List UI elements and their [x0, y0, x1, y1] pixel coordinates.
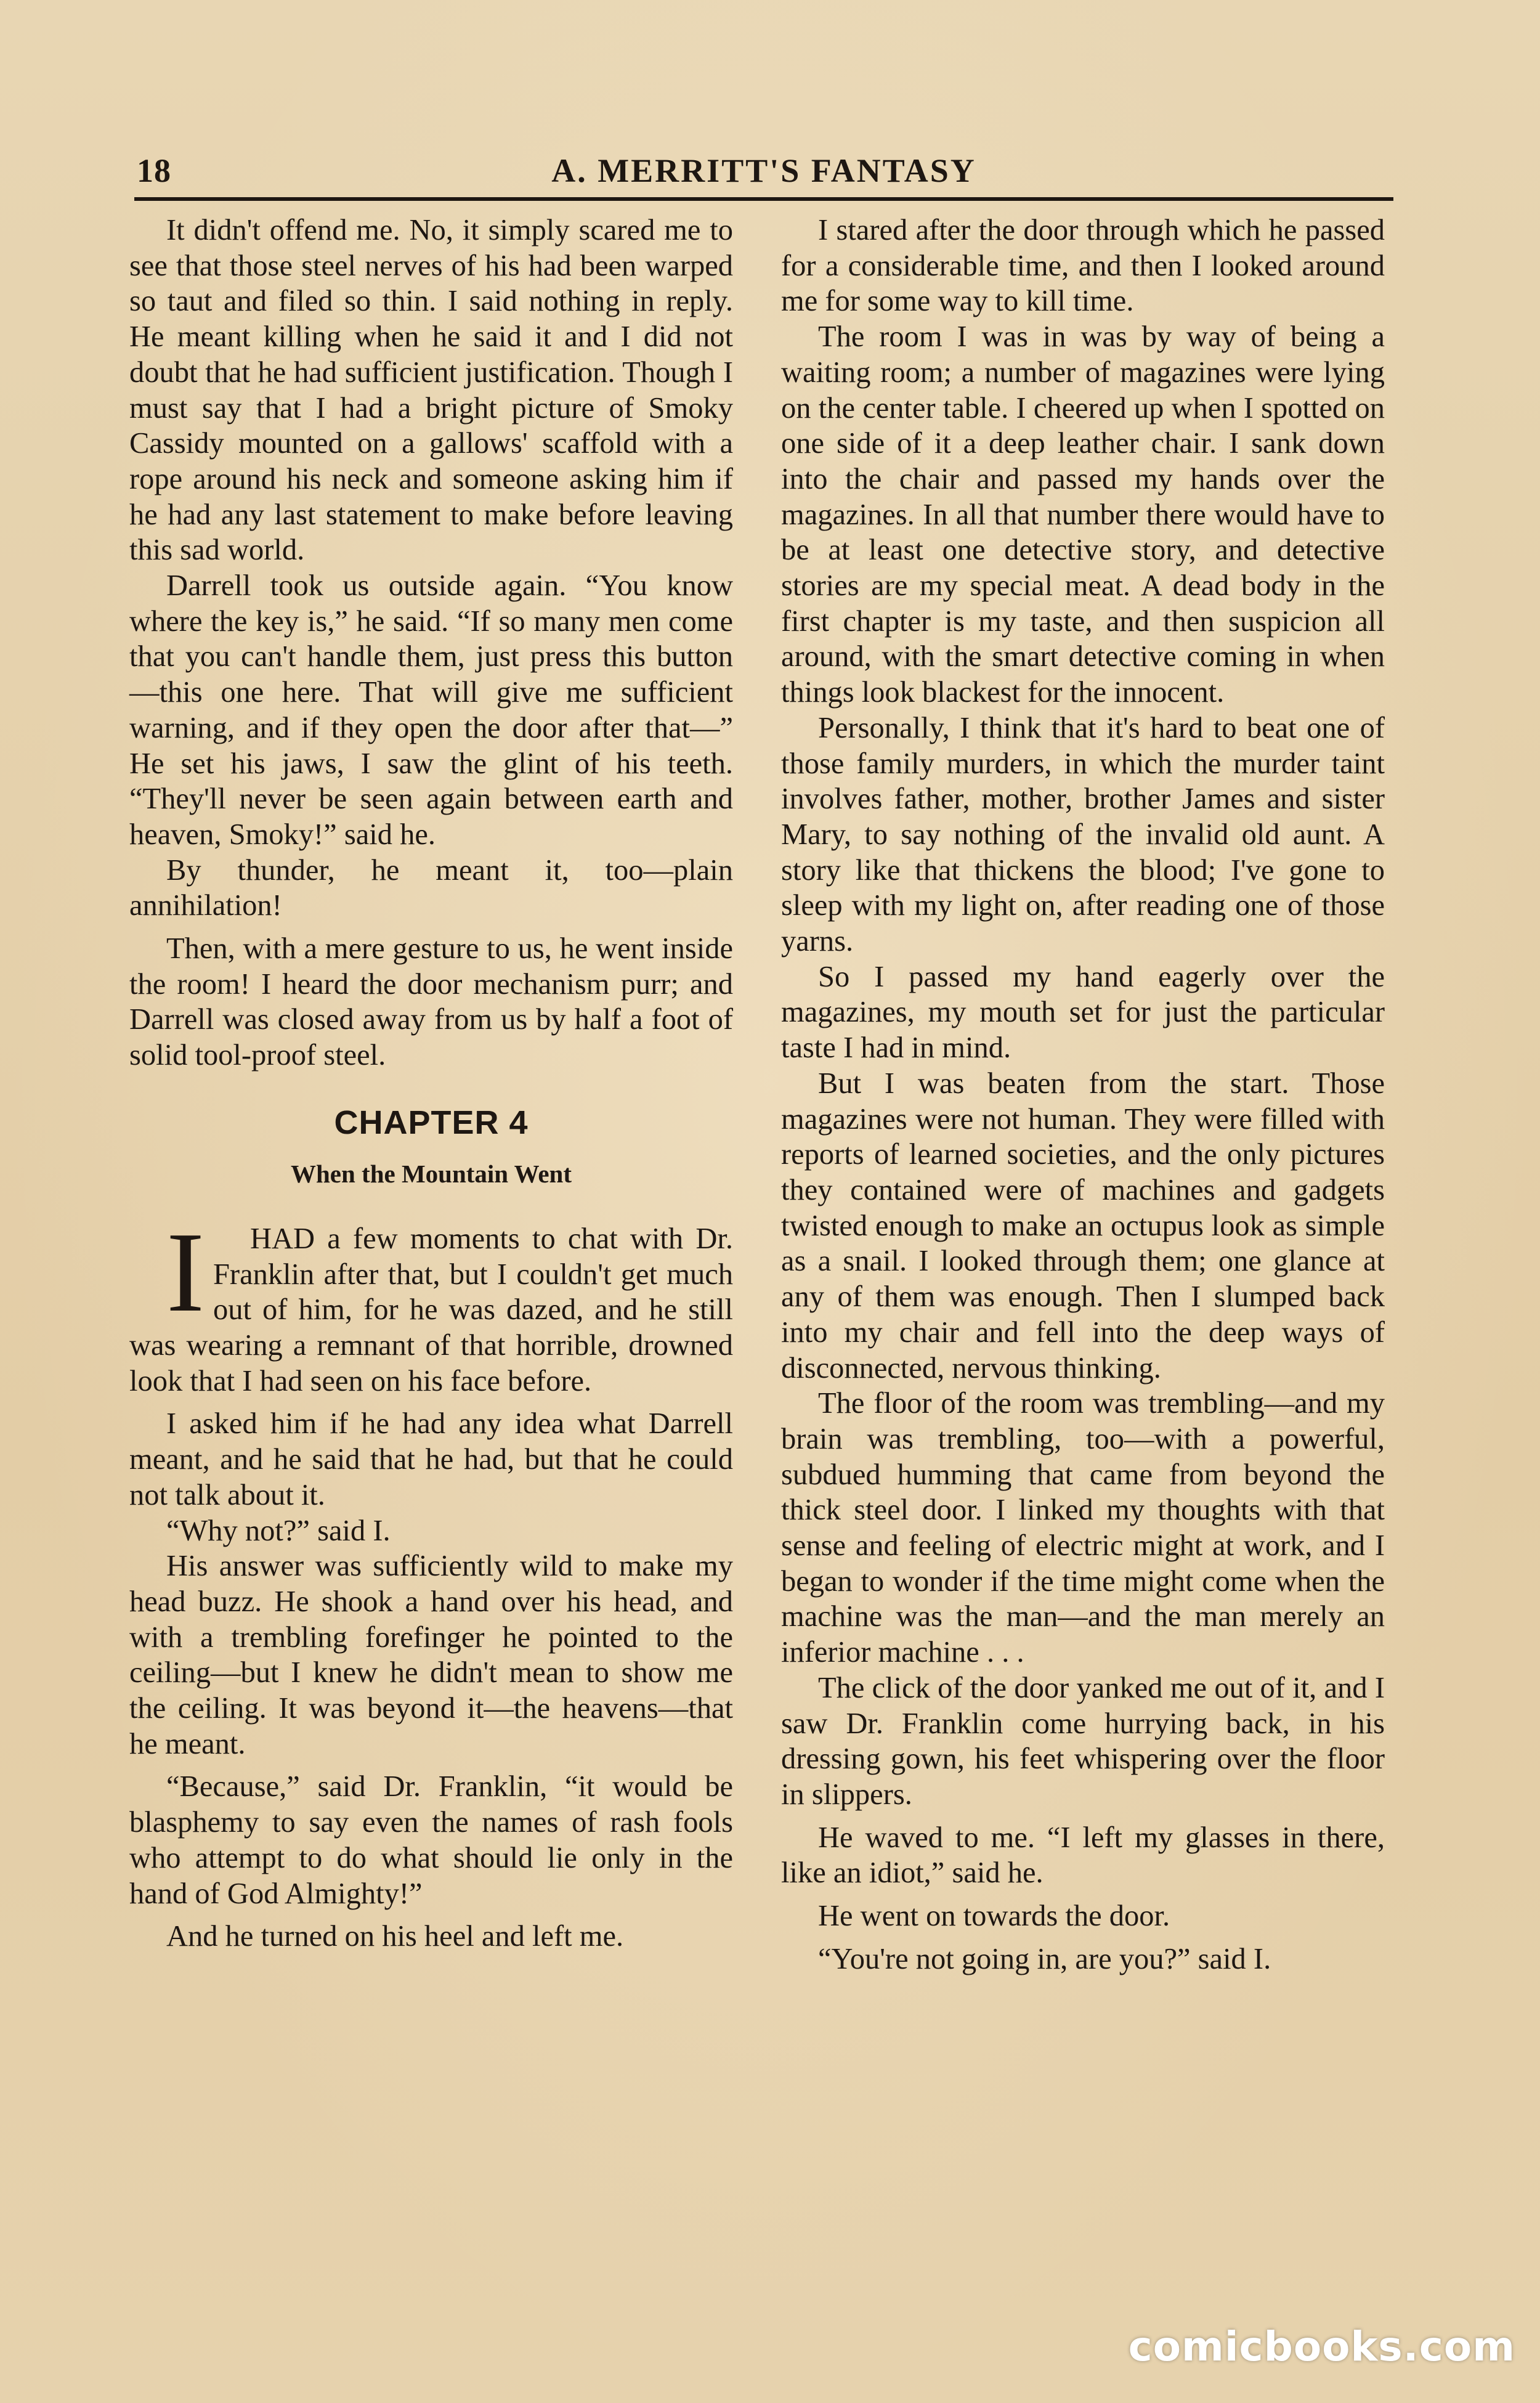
- paragraph: He went on towards the door.: [818, 1900, 1170, 1933]
- site-watermark: comicbooks.com: [1128, 2323, 1515, 2370]
- paragraph: It didn't offend me. No, it simply scared me to see that those steel nerves of his had been warped so taut and filed so thin. I said nothing in reply. He meant killing when he said it and I did not doubt that he had sufficient justification. Though I must say that I had a bright picture of Smoky Cassidy mounted on a gallows' scaffold with a rope around his neck and someone asking him if he had any last statement to make before leaving this sad world.: [129, 214, 733, 567]
- page-header: [134, 147, 1393, 202]
- page-number: 18: [137, 152, 171, 189]
- opening-text: HAD a few moments to chat with Dr. Franklin after that, but I couldn't get much out of him, for he was dazed, and he still was wearing a remnant of that horrible, drowned look that I had seen on his face before.: [129, 1222, 733, 1397]
- drop-cap: I: [166, 1208, 205, 1336]
- chapter-subtitle: When the Mountain Went: [290, 1159, 572, 1188]
- paragraph: And he turned on his heel and left me.: [166, 1920, 624, 1953]
- running-head: A. MERRITT'S FANTASY: [551, 152, 976, 189]
- paragraph: The click of the door yanked me out of it, and I saw Dr. Franklin come hurrying back, in his dressing gown, his feet whispering over the floor in slippers.: [781, 1671, 1385, 1811]
- paragraph: The room I was in was by way of being a waiting room; a number of magazines were lying on the center table. I cheered up when I spotted on one side of it a deep leather chair. I sank down into the chair and passed my hands over the magazines. In all that number there would have to be at least one detective story, and detective stories are my special meat. A dead body in the first chapter is my taste, and then suspicion all around, with the smart detective coming in when things look blackest for the innocent.: [781, 320, 1385, 709]
- right-column: [781, 213, 1385, 1977]
- paragraph: “You're not going in, are you?” said I.: [818, 1942, 1271, 1975]
- paragraph: He waved to me. “I left my glasses in there, like an idiot,” said he.: [781, 1821, 1385, 1890]
- paragraph: Then, with a mere gesture to us, he went inside the room! I heard the door mechanism purr; and Darrell was closed away from us by half a foot of solid tool-proof steel.: [129, 932, 733, 1072]
- paragraph: By thunder, he meant it, too—plain annihilation!: [129, 853, 733, 922]
- paragraph: “Why not?” said I.: [166, 1514, 391, 1547]
- left-column: [129, 213, 733, 1954]
- chapter-opening-paragraph: [129, 1208, 733, 1399]
- chapter-title: CHAPTER 4: [334, 1104, 529, 1141]
- paragraph: The floor of the room was trembling—and my brain was trembling, too—with a powerful, subdued humming that came from beyond the thick steel door. I linked my thoughts with that sense and feeling of electric might at work, and I began to wonder if the time might come when the machine was the man—and the man merely an inferior machine . . .: [781, 1387, 1385, 1669]
- header-rule: [134, 197, 1393, 201]
- paragraph: I asked him if he had any idea what Darrell meant, and he said that he had, but that he could not talk about it.: [129, 1407, 733, 1511]
- paragraph: So I passed my hand eagerly over the magazines, my mouth set for just the particular taste I had in mind.: [781, 960, 1385, 1065]
- paragraph: But I was beaten from the start. Those magazines were not human. They were filled with reports of learned societies, and the only pictures they contained were of machines and gadgets twisted enough to make an octupus look as simple as a snail. I looked through them; one glance at any of them was enough. Then I slumped back into my chair and fell into the deep ways of disconnected, nervous thinking.: [781, 1067, 1385, 1384]
- paragraph: Darrell took us outside again. “You know where the key is,” he said. “If so many men come that you can't handle them, just press this button—this one here. That will give me sufficient warning, and if they open the door after that—” He set his jaws, I saw the glint of his teeth. “They'll never be seen again between earth and heaven, Smoky!” said he.: [129, 569, 733, 851]
- paragraph: “Because,” said Dr. Franklin, “it would be blasphemy to say even the names of rash fools who attempt to do what should lie only in the hand of God Almighty!”: [129, 1770, 733, 1910]
- paragraph: Personally, I think that it's hard to beat one of those family murders, in which the murder taint involves father, mother, brother James and sister Mary, to say nothing of the invalid old aunt. A story like that thickens the blood; I've gone to sleep with my light on, after reading one of those yarns.: [781, 711, 1385, 958]
- paragraph: I stared after the door through which he passed for a considerable time, and then I looked around me for some way to kill time.: [781, 214, 1385, 318]
- paragraph: His answer was sufficiently wild to make my head buzz. He shook a hand over his head, and with a trembling forefinger he pointed to the ceiling—but I knew he didn't mean to show me the ceiling. It was beyond it—the heavens—that he meant.: [129, 1550, 733, 1760]
